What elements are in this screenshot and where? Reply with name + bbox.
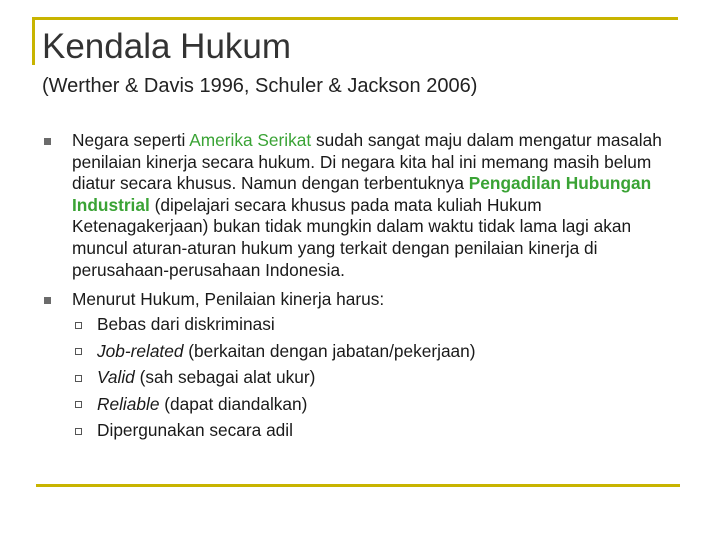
sub-list-item <box>72 312 672 339</box>
sub-item-text: Dipergunakan secara adil <box>97 420 293 441</box>
hollow-square-bullet-icon <box>75 428 82 435</box>
hollow-square-bullet-icon <box>75 348 82 355</box>
hollow-square-bullet-icon <box>75 401 82 408</box>
highlight-amerika-serikat: Amerika Serikat <box>189 130 312 150</box>
square-bullet-icon <box>44 297 51 304</box>
sub-list-item <box>72 365 672 392</box>
sub-item-text: (berkaitan dengan jabatan/pekerjaan) <box>183 340 476 361</box>
hollow-square-bullet-icon <box>75 375 82 382</box>
bullet-text <box>72 130 672 281</box>
slide-subtitle: (Werther & Davis 1996, Schuler & Jackson 2006) <box>42 75 478 97</box>
sub-item-text: (dapat diandalkan) <box>159 393 308 414</box>
sub-list-item <box>72 338 672 365</box>
frame-left-line <box>32 17 35 65</box>
sub-item-emphasis: Reliable <box>97 393 160 414</box>
sub-list-item <box>72 418 672 445</box>
slide-content <box>42 130 672 444</box>
sub-list <box>72 312 672 445</box>
bullet-text-part: Negara seperti <box>72 130 190 150</box>
frame-bottom-line <box>36 484 680 487</box>
bullet-item <box>42 130 672 281</box>
bullet-text <box>72 289 672 444</box>
bullet-item <box>42 289 672 444</box>
bullet-text-part: (dipelajari secara khusus pada mata kuliah Hukum Ketenagakerjaan) bukan tidak mungkin dalam waktu tidak lama lagi akan muncul aturan-aturan hukum yang terkait dengan penilaian kinerja di perusahaan-perusahaan Indonesia. <box>72 194 632 280</box>
sub-item-text: Bebas dari diskriminasi <box>97 314 275 335</box>
sub-list-item <box>72 391 672 418</box>
bullet-heading: Menurut Hukum, Penilaian kinerja harus: <box>72 289 385 310</box>
slide-title: Kendala Hukum <box>42 27 292 66</box>
sub-item-emphasis: Job-related <box>97 340 184 361</box>
sub-item-text: (sah sebagai alat ukur) <box>134 367 316 388</box>
square-bullet-icon <box>44 138 51 145</box>
highlight-pengadilan: Pengadilan Hubungan Industrial <box>72 173 652 215</box>
sub-item-emphasis: Valid <box>97 367 135 388</box>
bullet-text-part: sudah sangat maju dalam mengatur masalah penilaian kinerja secara hukum. Di negara kita hal ini memang masih belum diatur secara khusus. Namun dengan terbentuknya <box>72 130 662 194</box>
hollow-square-bullet-icon <box>75 322 82 329</box>
frame-top-line <box>32 17 678 20</box>
